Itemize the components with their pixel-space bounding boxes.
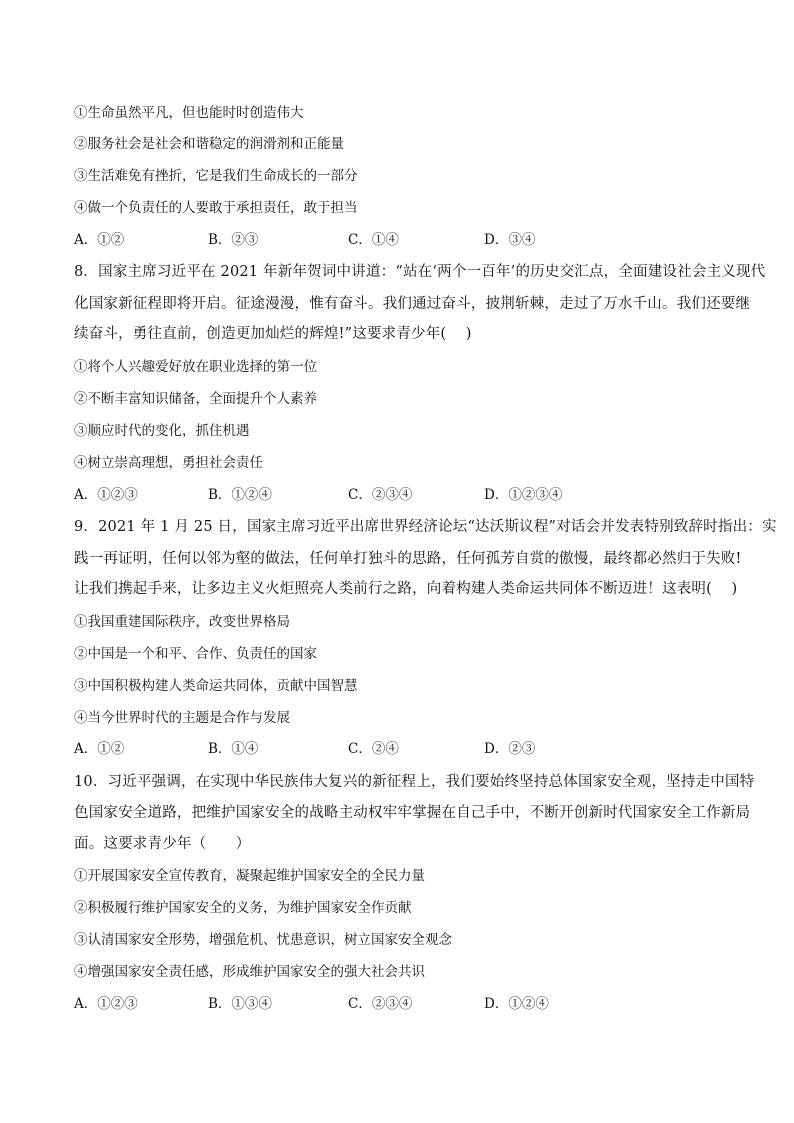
q8-stem-line-1: 8．国家主席习近平在 2021 年新年贺词中讲道：“站在‘两个一百年’的历史交汇点，全面建设社会主义现代 bbox=[74, 264, 766, 280]
q9-item-4: ④当今世界时代的主题是合作与发展 bbox=[74, 710, 290, 726]
q8-option-c: C．②③④ bbox=[348, 487, 413, 503]
q8-stem-line-2: 化国家新征程即将开启。征途漫漫，惟有奋斗。我们通过奋斗，披荆斩棘，走过了万水千山。我们还要继 bbox=[74, 296, 751, 312]
q10-item-2: ②积极履行维护国家安全的义务，为维护国家安全作贡献 bbox=[74, 900, 412, 916]
q7-item-1: ①生命虽然平凡，但也能时时创造伟大 bbox=[74, 105, 304, 121]
q7-option-a: A．①② bbox=[74, 232, 125, 248]
q7-item-4: ④做一个负责任的人要敢于承担责任，敢于担当 bbox=[74, 200, 358, 216]
q8-option-d: D．①②③④ bbox=[484, 487, 563, 503]
q7-option-c: C．①④ bbox=[348, 232, 399, 248]
q8-option-b: B．①②④ bbox=[208, 487, 272, 503]
q8-item-3: ③顺应时代的变化，抓住机遇 bbox=[74, 423, 250, 439]
q9-option-b: B．①④ bbox=[208, 741, 259, 757]
q9-option-c: C．②④ bbox=[348, 741, 399, 757]
q7-item-2: ②服务社会是社会和谐稳定的润滑剂和正能量 bbox=[74, 136, 344, 152]
q10-stem-line-2: 色国家安全道路，把维护国家安全的战略主动权牢牢掌握在自己手中，不断开创新时代国家安全工作新局 bbox=[74, 805, 751, 821]
q10-stem-line-3: 面。这要求青少年（ ） bbox=[74, 836, 251, 852]
q9-stem-line-2: 践一再证明，任何以邻为壑的做法，任何单打独斗的思路，任何孤芳自赏的傲慢，最终都必然归于失败! bbox=[74, 551, 742, 567]
q9-option-a: A．①② bbox=[74, 741, 125, 757]
q10-option-d: D．①②④ bbox=[484, 996, 549, 1012]
q10-option-b: B．①③④ bbox=[208, 996, 272, 1012]
q8-option-a: A．①②③ bbox=[74, 487, 138, 503]
q10-option-c: C．②③④ bbox=[348, 996, 413, 1012]
q9-item-3: ③中国积极构建人类命运共同体，贡献中国智慧 bbox=[74, 678, 358, 694]
q9-item-1: ①我国重建国际秩序，改变世界格局 bbox=[74, 614, 290, 630]
q10-option-a: A．①②③ bbox=[74, 996, 138, 1012]
q10-item-3: ③认清国家安全形势，增强危机、忧患意识，树立国家安全观念 bbox=[74, 932, 452, 948]
q8-item-4: ④树立崇高理想，勇担社会责任 bbox=[74, 455, 263, 471]
q9-option-d: D．②③ bbox=[484, 741, 536, 757]
q9-item-2: ②中国是一个和平、合作、负责任的国家 bbox=[74, 646, 317, 662]
q10-item-1: ①开展国家安全宣传教育，凝聚起维护国家安全的全民力量 bbox=[74, 868, 425, 884]
q9-stem-line-1: 9．2021 年 1 月 25 日，国家主席习近平出席世界经济论坛“达沃斯议程”对话会并发表特别致辞时指出：实 bbox=[74, 519, 777, 535]
q8-item-1: ①将个人兴趣爱好放在职业选择的第一位 bbox=[74, 359, 317, 375]
q8-item-2: ②不断丰富知识储备，全面提升个人素养 bbox=[74, 391, 317, 407]
q8-stem-line-3: 续奋斗，勇往直前，创造更加灿烂的辉煌!”这要求青少年( ) bbox=[74, 326, 472, 342]
q10-item-4: ④增强国家安全责任感，形成维护国家安全的强大社会共识 bbox=[74, 964, 425, 980]
q7-option-d: D．③④ bbox=[484, 232, 536, 248]
q7-option-b: B．②③ bbox=[208, 232, 259, 248]
q9-stem-line-3: 让我们携起手来，让多边主义火炬照亮人类前行之路，向着构建人类命运共同体不断迈进！这表明( ) bbox=[74, 581, 738, 597]
q10-stem-line-1: 10．习近平强调，在实现中华民族伟大复兴的新征程上，我们要始终坚持总体国家安全观，坚持走中国特 bbox=[74, 774, 755, 790]
q7-item-3: ③生活难免有挫折，它是我们生命成长的一部分 bbox=[74, 168, 358, 184]
